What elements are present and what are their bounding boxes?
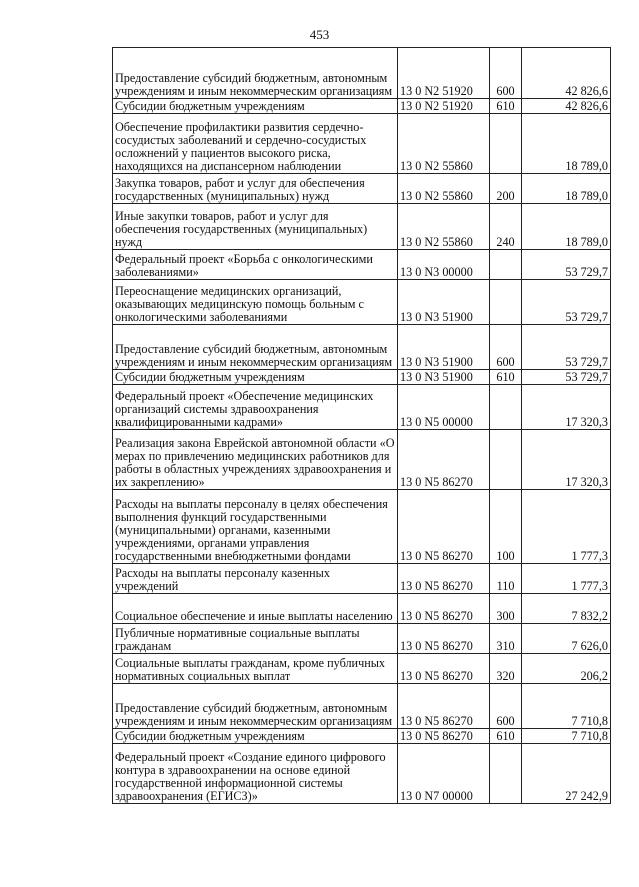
row-name: Обеспечение профилактики развития сердечно-сосудистых заболеваний и сердечно-сосудистых осложнений у пациентов высокого риска, находящихся на диспансерном наблюдении xyxy=(113,114,398,174)
row-code: 13 0 N3 51900 xyxy=(398,370,490,385)
row-code: 13 0 N5 86270 xyxy=(398,594,490,624)
row-type xyxy=(490,280,522,325)
row-type: 200 xyxy=(490,174,522,204)
table-row xyxy=(113,114,611,174)
row-name: Предоставление субсидий бюджетным, автономным учреждениям и иным некоммерческим организациям xyxy=(113,48,398,99)
row-name: Социальные выплаты гражданам, кроме публичных нормативных социальных выплат xyxy=(113,654,398,684)
row-code: 13 0 N2 51920 xyxy=(398,99,490,114)
row-name: Закупка товаров, работ и услуг для обеспечения государственных (муниципальных) нужд xyxy=(113,174,398,204)
table-row xyxy=(113,684,611,729)
row-code: 13 0 N2 55860 xyxy=(398,114,490,174)
row-code: 13 0 N5 86270 xyxy=(398,684,490,729)
row-name: Предоставление субсидий бюджетным, автономным учреждениям и иным некоммерческим организациям xyxy=(113,325,398,370)
row-code: 13 0 N5 86270 xyxy=(398,430,490,490)
row-code: 13 0 N3 51900 xyxy=(398,280,490,325)
row-sum: 53 729,7 xyxy=(522,250,611,280)
table-row xyxy=(113,744,611,804)
row-sum: 7 710,8 xyxy=(522,684,611,729)
table-row xyxy=(113,594,611,624)
table-row xyxy=(113,654,611,684)
row-sum: 18 789,0 xyxy=(522,204,611,250)
row-sum: 1 777,3 xyxy=(522,564,611,594)
row-type: 600 xyxy=(490,684,522,729)
table-row xyxy=(113,250,611,280)
row-name: Предоставление субсидий бюджетным, автономным учреждениям и иным некоммерческим организациям xyxy=(113,684,398,729)
row-type: 600 xyxy=(490,325,522,370)
row-type: 320 xyxy=(490,654,522,684)
table-row xyxy=(113,624,611,654)
row-sum: 7 710,8 xyxy=(522,729,611,744)
table-row xyxy=(113,48,611,99)
row-name: Субсидии бюджетным учреждениям xyxy=(113,370,398,385)
row-type: 110 xyxy=(490,564,522,594)
table-row xyxy=(113,99,611,114)
row-sum: 18 789,0 xyxy=(522,114,611,174)
table-row xyxy=(113,370,611,385)
row-type: 240 xyxy=(490,204,522,250)
row-sum: 53 729,7 xyxy=(522,325,611,370)
row-type: 310 xyxy=(490,624,522,654)
row-code: 13 0 N7 00000 xyxy=(398,744,490,804)
row-code: 13 0 N3 51900 xyxy=(398,325,490,370)
row-name: Федеральный проект «Обеспечение медицинских организаций системы здравоохранения квалифицированными кадрами» xyxy=(113,385,398,430)
row-name: Федеральный проект «Создание единого цифрового контура в здравоохранении на основе единой государственной информационной системы здравоохранения (ЕГИСЗ)» xyxy=(113,744,398,804)
table-row xyxy=(113,430,611,490)
row-code: 13 0 N3 00000 xyxy=(398,250,490,280)
row-code: 13 0 N5 86270 xyxy=(398,490,490,564)
table-row xyxy=(113,280,611,325)
table-row xyxy=(113,729,611,744)
row-name: Субсидии бюджетным учреждениям xyxy=(113,99,398,114)
row-code: 13 0 N5 86270 xyxy=(398,729,490,744)
table-row xyxy=(113,174,611,204)
row-sum: 42 826,6 xyxy=(522,99,611,114)
row-sum: 7 626,0 xyxy=(522,624,611,654)
row-sum: 7 832,2 xyxy=(522,594,611,624)
row-code: 13 0 N5 86270 xyxy=(398,564,490,594)
row-type: 100 xyxy=(490,490,522,564)
row-name: Социальное обеспечение и иные выплаты населению xyxy=(113,594,398,624)
budget-table xyxy=(112,47,611,804)
row-code: 13 0 N2 51920 xyxy=(398,48,490,99)
row-name: Иные закупки товаров, работ и услуг для обеспечения государственных (муниципальных) нужд xyxy=(113,204,398,250)
row-sum: 42 826,6 xyxy=(522,48,611,99)
row-code: 13 0 N5 00000 xyxy=(398,385,490,430)
row-name: Переоснащение медицинских организаций, оказывающих медицинскую помощь больным с онкологическими заболеваниями xyxy=(113,280,398,325)
row-type xyxy=(490,744,522,804)
row-type: 610 xyxy=(490,370,522,385)
row-sum: 53 729,7 xyxy=(522,280,611,325)
row-code: 13 0 N5 86270 xyxy=(398,654,490,684)
row-type xyxy=(490,114,522,174)
budget-table-body xyxy=(113,48,611,804)
row-type xyxy=(490,430,522,490)
row-name: Субсидии бюджетным учреждениям xyxy=(113,729,398,744)
row-sum: 18 789,0 xyxy=(522,174,611,204)
row-sum: 27 242,9 xyxy=(522,744,611,804)
row-code: 13 0 N2 55860 xyxy=(398,204,490,250)
row-type xyxy=(490,250,522,280)
row-type: 300 xyxy=(490,594,522,624)
row-name: Расходы на выплаты персоналу казенных учреждений xyxy=(113,564,398,594)
row-code: 13 0 N5 86270 xyxy=(398,624,490,654)
table-row xyxy=(113,385,611,430)
row-name: Реализация закона Еврейской автономной области «О мерах по привлечению медицинских работников для работы в областных учреждениях здравоохранения и их закреплению» xyxy=(113,430,398,490)
row-sum: 17 320,3 xyxy=(522,385,611,430)
row-sum: 206,2 xyxy=(522,654,611,684)
table-row xyxy=(113,564,611,594)
row-type: 610 xyxy=(490,99,522,114)
table-row xyxy=(113,204,611,250)
table-row xyxy=(113,325,611,370)
page-number: 453 xyxy=(309,27,330,42)
row-name: Публичные нормативные социальные выплаты гражданам xyxy=(113,624,398,654)
row-name: Расходы на выплаты персоналу в целях обеспечения выполнения функций государственными (муниципальными) органами, казенными учреждениями, органами управления государственными внебюджетными фондами xyxy=(113,490,398,564)
row-type: 610 xyxy=(490,729,522,744)
row-sum: 53 729,7 xyxy=(522,370,611,385)
row-sum: 17 320,3 xyxy=(522,430,611,490)
row-type xyxy=(490,385,522,430)
row-sum: 1 777,3 xyxy=(522,490,611,564)
table-row xyxy=(113,490,611,564)
row-type: 600 xyxy=(490,48,522,99)
row-name: Федеральный проект «Борьба с онкологическими заболеваниями» xyxy=(113,250,398,280)
row-code: 13 0 N2 55860 xyxy=(398,174,490,204)
